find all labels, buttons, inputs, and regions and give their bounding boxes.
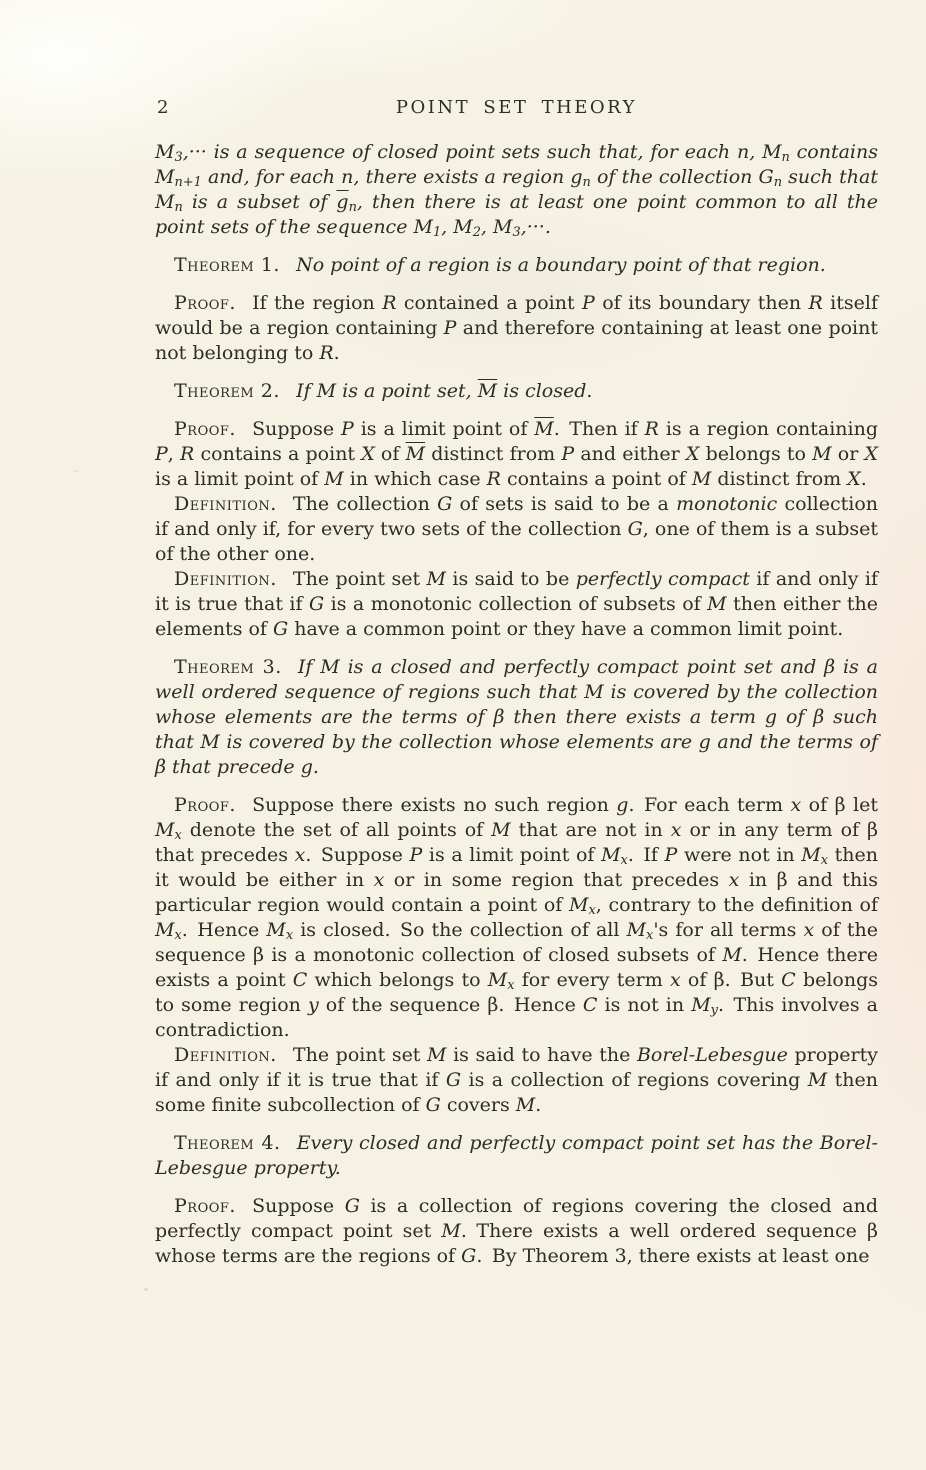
scan-speck: [74, 470, 79, 472]
proof-3-label: Proof.: [174, 794, 236, 816]
theorem-1-label: Theorem 1.: [174, 254, 280, 276]
running-head: POINT SET THEORY: [395, 97, 638, 118]
proof-4-label: Proof.: [174, 1195, 236, 1217]
proof-1-paragraph: [155, 291, 878, 366]
proof-1-text: If the region R contained a point P of its boundary then R itself would be a region containing P and therefore containing at least one point not belonging to R.: [155, 292, 878, 364]
theorem-4-label: Theorem 4.: [174, 1132, 281, 1154]
proof-2-text: Suppose P is a limit point of $\overline{M}$. Then if R is a region containing P, R contains a point X of $\overline{M}$ distinct from P and either X belongs to M or X is a limit point of M in which case R contains a point of M distinct from X.: [155, 418, 879, 490]
definition-borel-lebesgue-paragraph: [155, 1043, 878, 1118]
definition-borel-lebesgue-text: The point set M is said to have the Borel-Lebesgue property if and only if it is true that if G is a collection of regions covering M then some finite subcollection of G covers M.: [155, 1044, 878, 1116]
page-header: [155, 97, 878, 119]
page-number: 2: [157, 97, 169, 118]
proof-3-paragraph: [155, 793, 878, 1043]
definition-monotonic-text: The collection G of sets is said to be a monotonic collection if and only if, for every two sets of the collection G, one of them is a subset of the other one.: [155, 493, 879, 565]
theorem-1-paragraph: [155, 253, 878, 278]
opening-paragraph-text: $M_3,\cdot\cdot\cdot$ is a sequence of closed point sets such that, for each n, $M_n$ contains $M_{n+1}$ and, for each n, there exists a region $g_n$ of the collection $G_n$ such that $M_n$ is a subset of $\overline{g}_n$, then there is at least one point common to all the point sets of the sequence $M_1$, $M_2$, $M_3,\cdot\cdot\cdot$.: [155, 141, 879, 240]
opening-continuation-paragraph: [155, 140, 878, 240]
proof-4-paragraph: [155, 1194, 878, 1269]
theorem-4-statement: Every closed and perfectly compact point set has the Borel-Lebesgue property.: [155, 1132, 878, 1179]
proof-1-label: Proof.: [174, 292, 236, 314]
definition-perfectly-compact-paragraph: [155, 567, 878, 642]
definition-perfectly-compact-label: Definition.: [174, 568, 277, 590]
theorem-1-statement: No point of a region is a boundary point of that region.: [296, 254, 826, 276]
page-body: [155, 140, 878, 1269]
theorem-3-label: Theorem 3.: [174, 656, 282, 678]
proof-2-label: Proof.: [174, 418, 236, 440]
proof-3-text: Suppose there exists no such region g. For each term x of β let $M_x$ denote the set of all points of M that are not in x or in any term of β that precedes x. Suppose P is a limit point of $M_x$. If P were not in $M_x$ then it would be either in x or in some region that precedes x in β and this particular region would contain a point of $M_x$, contrary to the definition of $M_x$. Hence $M_x$ is closed. So the collection of all $M_x's$ for all terms x of the sequence β is a monotonic collection of closed subsets of M. Hence there exists a point C which belongs to $M_x$ for every term x of β. But C belongs to some region y of the sequence β. Hence C is not in $M_y$. This involves a contradiction.: [155, 794, 879, 1041]
proof-2-paragraph: [155, 417, 878, 492]
definition-perfectly-compact-text: The point set M is said to be perfectly compact if and only if it is true that if G is a monotonic collection of subsets of M then either the elements of G have a common point or they have a common limit point.: [155, 568, 878, 640]
definition-monotonic-paragraph: [155, 492, 878, 567]
definition-borel-lebesgue-label: Definition.: [174, 1044, 277, 1066]
theorem-3-paragraph: [155, 655, 878, 780]
scan-speck: [144, 1288, 148, 1291]
proof-4-text: Suppose G is a collection of regions covering the closed and perfectly compact point set M. There exists a well ordered sequence β whose terms are the regions of G. By Theorem 3, there exists at least one: [155, 1195, 878, 1267]
theorem-4-paragraph: [155, 1131, 878, 1181]
theorem-2-statement: If M is a point set, $\overline{M}$ is closed.: [296, 380, 593, 402]
theorem-2-label: Theorem 2.: [174, 380, 280, 402]
theorem-2-paragraph: [155, 379, 878, 404]
theorem-3-statement: If M is a closed and perfectly compact point set and β is a well ordered sequence of regions such that M is covered by the collection whose elements are the terms of β then there exists a term g of β such that M is covered by the collection whose elements are g and the terms of β that precede g.: [155, 656, 878, 778]
definition-monotonic-label: Definition.: [174, 493, 277, 515]
